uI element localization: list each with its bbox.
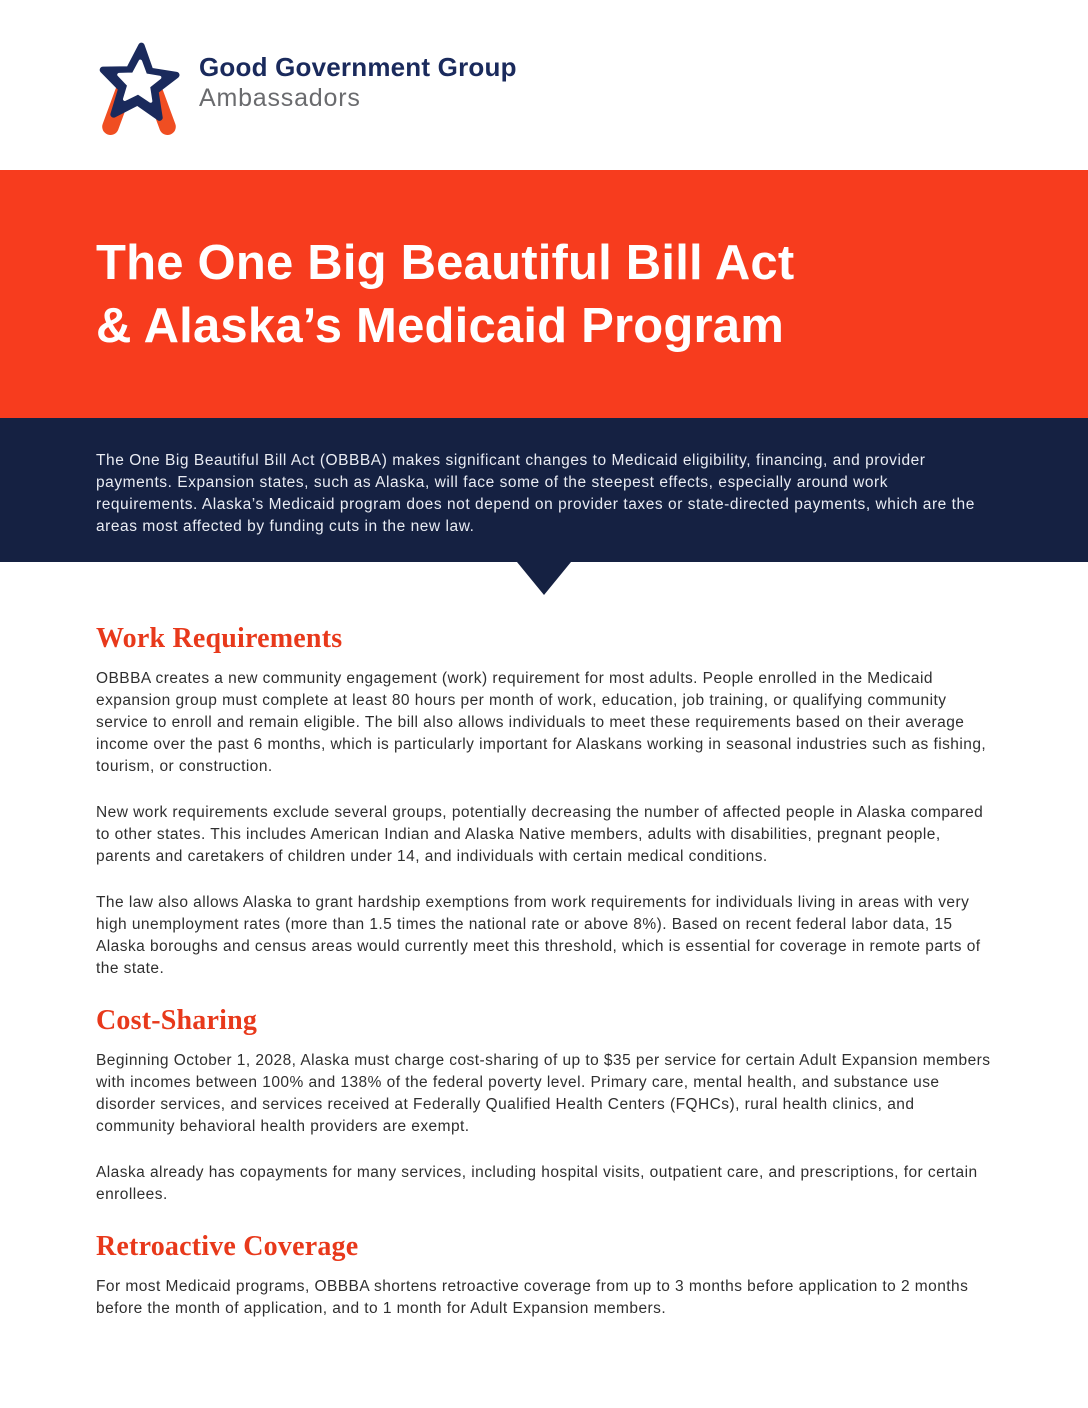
page-header bbox=[0, 0, 1088, 170]
page-title-line2: & Alaska’s Medicaid Program bbox=[96, 299, 785, 353]
org-name: Good Government Group bbox=[199, 52, 517, 82]
paragraph: Alaska already has copayments for many services, including hospital visits, outpatient care, and prescriptions, for certain enrollees. bbox=[96, 1164, 978, 1203]
pointer-wrap bbox=[0, 562, 1088, 596]
section-heading: Cost-Sharing bbox=[96, 1005, 258, 1036]
paragraph: Beginning October 1, 2028, Alaska must charge cost-sharing of up to $35 per service for certain Adult Expansion members with incomes between 100% and 138% of the federal poverty level. Primary care, mental health, and substance use disorder services, and services received at Federally Qualified Health Centers (FQHCs), rural health clinics, and community behavioral health providers are exempt. bbox=[96, 1052, 991, 1135]
paragraph: The law also allows Alaska to grant hardship exemptions from work requirements for individuals living in areas with very high unemployment rates (more than 1.5 times the national rate or above 8%). Based on recent federal labor data, 15 Alaska boroughs and census areas would currently meet this threshold, which is essential for coverage in remote parts of the state. bbox=[96, 894, 981, 977]
intro-block bbox=[0, 418, 1088, 562]
main-content bbox=[96, 622, 992, 1320]
logo-text-block bbox=[199, 38, 517, 113]
page-title bbox=[96, 232, 1028, 358]
org-subtitle: Ambassadors bbox=[199, 84, 361, 112]
page-title-line1: The One Big Beautiful Bill Act bbox=[96, 236, 795, 290]
section-retroactive-coverage bbox=[96, 1230, 992, 1320]
down-arrow-pointer bbox=[517, 562, 571, 595]
paragraph: For most Medicaid programs, OBBBA shortens retroactive coverage from up to 3 months before application to 2 months before the month of application, and to 1 month for Adult Expansion members. bbox=[96, 1278, 969, 1317]
section-work-requirements bbox=[96, 622, 992, 980]
intro-text: The One Big Beautiful Bill Act (OBBBA) makes significant changes to Medicaid eligibility, financing, and provider payments. Expansion states, such as Alaska, will face some of the steepest effects, especially around work requirements. Alaska’s Medicaid program does not depend on provider taxes or state-directed payments, which are the areas most affected by funding cuts in the new law. bbox=[96, 452, 975, 535]
paragraph: OBBBA creates a new community engagement (work) requirement for most adults. People enrolled in the Medicaid expansion group must complete at least 80 hours per month of work, education, job training, or qualifying community service to enroll and remain eligible. The bill also allows individuals to meet these requirements based on their average income over the past 6 months, which is particularly important for Alaskans working in seasonal industries such as fishing, tourism, or construction. bbox=[96, 670, 987, 775]
section-heading: Retroactive Coverage bbox=[96, 1231, 359, 1262]
section-cost-sharing bbox=[96, 1004, 992, 1206]
title-banner bbox=[0, 170, 1088, 418]
star-ribbon-icon bbox=[93, 38, 185, 140]
section-heading: Work Requirements bbox=[96, 623, 343, 654]
paragraph: New work requirements exclude several groups, potentially decreasing the number of affected people in Alaska compared to other states. This includes American Indian and Alaska Native members, adults with disabilities, pregnant people, parents and caretakers of children under 14, and individuals with certain medical conditions. bbox=[96, 804, 984, 865]
